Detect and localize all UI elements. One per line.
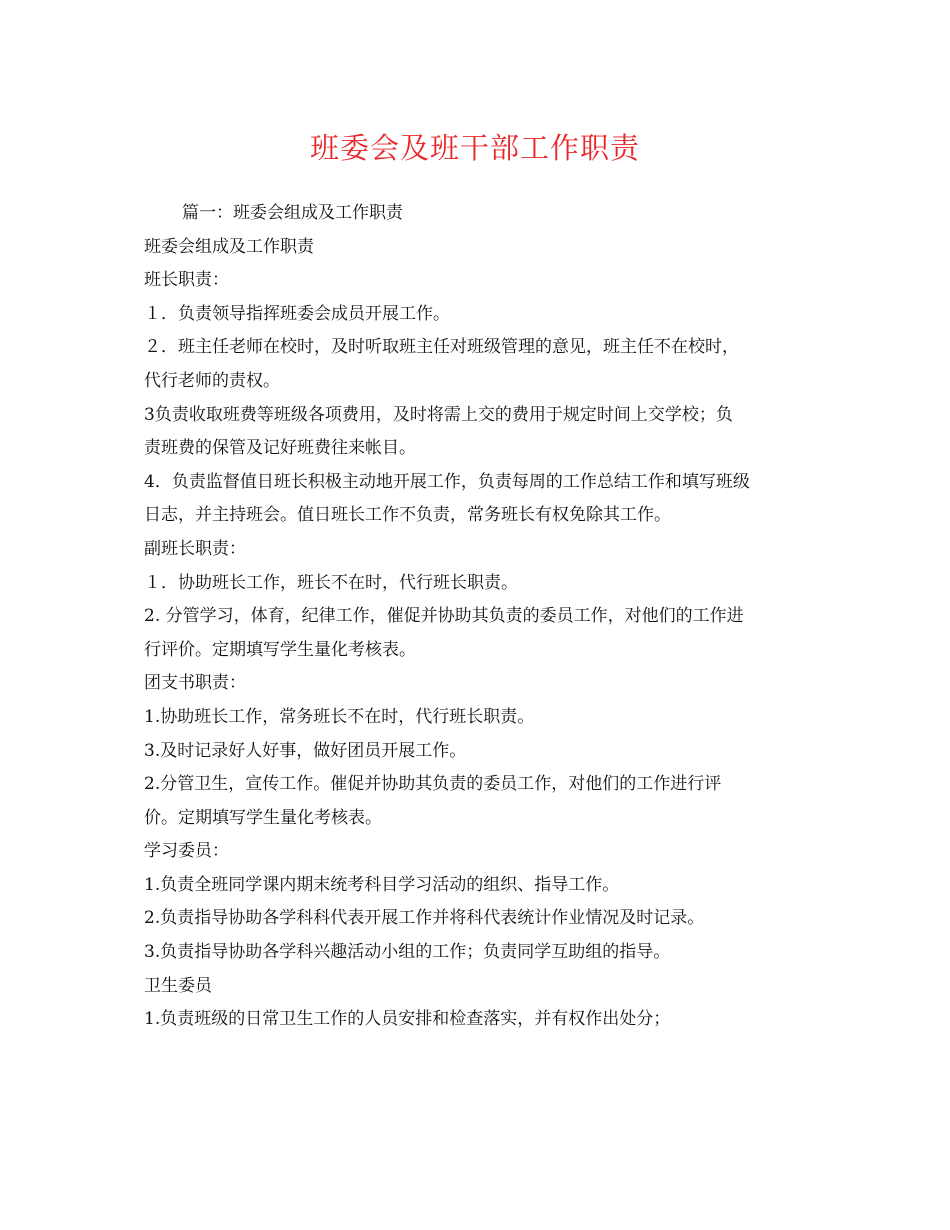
text-line: 1.协助班长工作，常务班长不在时，代行班长职责。 xyxy=(144,706,535,727)
text-line: 4．负责监督值日班长积极主动地开展工作，负责每周的工作总结工作和填写班级 xyxy=(144,471,750,492)
text-line: ２．班主任老师在校时，及时听取班主任对班级管理的意见，班主任不在校时， xyxy=(144,337,739,358)
text-line: 1.负责班级的日常卫生工作的人员安排和检查落实，并有权作出处分； xyxy=(144,1009,671,1030)
text-line: 2.分管卫生，宣传工作。催促并协助其负责的委员工作，对他们的工作进行评 xyxy=(144,774,722,795)
text-line: 日志，并主持班会。值日班长工作不负责，常务班长有权免除其工作。 xyxy=(144,505,671,526)
text-line: 卫生委员 xyxy=(144,975,212,996)
text-line: １．负责领导指挥班委会成员开展工作。 xyxy=(144,303,450,324)
document-title: 班委会及班干部工作职责 xyxy=(309,131,640,165)
text-line: 3负责收取班费等班级各项费用，及时将需上交的费用于规定时间上交学校；负 xyxy=(144,404,733,425)
text-line: １．协助班长工作，班长不在时，代行班长职责。 xyxy=(144,572,518,593)
text-line: 责班费的保管及记好班费往来帐目。 xyxy=(144,438,416,459)
text-line: 2. 分管学习，体育，纪律工作，催促并协助其负责的委员工作，对他们的工作进 xyxy=(144,606,744,627)
text-line: 价。定期填写学生量化考核表。 xyxy=(144,807,382,828)
text-line: 班委会组成及工作职责 xyxy=(144,236,314,257)
text-line: 1.负责全班同学课内期末统考科目学习活动的组织、指导工作。 xyxy=(144,874,620,895)
document-body xyxy=(144,203,814,1043)
text-line: 行评价。定期填写学生量化考核表。 xyxy=(144,639,416,660)
text-line: 学习委员： xyxy=(144,841,229,862)
text-line: 代行老师的责权。 xyxy=(144,370,280,391)
text-line: 班长职责： xyxy=(144,270,229,291)
text-line: 篇一：班委会组成及工作职责 xyxy=(182,203,403,223)
text-line: 副班长职责： xyxy=(144,538,246,559)
text-line: 2.负责指导协助各学科科代表开展工作并将科代表统计作业情况及时记录。 xyxy=(144,908,705,929)
text-line: 3.负责指导协助各学科兴趣活动小组的工作；负责同学互助组的指导。 xyxy=(144,942,671,963)
text-line: 3.及时记录好人好事，做好团员开展工作。 xyxy=(144,740,467,761)
text-line: 团支书职责： xyxy=(144,673,246,694)
